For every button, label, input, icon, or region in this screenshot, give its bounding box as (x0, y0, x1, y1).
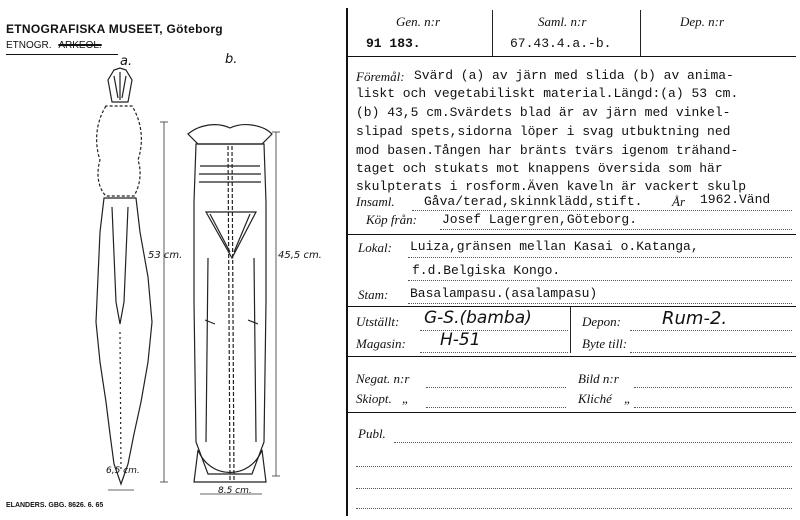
museum-name: ETNOGRAFISKA MUSEET, (6, 22, 163, 36)
museum-title (6, 22, 223, 36)
ar-value: 1962.Vänd (700, 192, 771, 207)
depon-label: Depon: (582, 314, 621, 329)
dim-a-width: 6,5 cm. (106, 466, 140, 476)
header-divider-2 (640, 10, 641, 56)
negat-dotline (426, 387, 566, 388)
utstallt-label: Utställt: (356, 314, 400, 329)
museum-city: Göteborg (166, 22, 223, 36)
skiopt-dotline (426, 407, 566, 408)
kop-label: Köp från: (366, 212, 417, 227)
scabbard-top (188, 125, 272, 144)
lokal-label: Lokal: (358, 240, 392, 255)
section-rule-1 (346, 234, 796, 235)
dim-b-length: 45,5 cm. (278, 250, 322, 261)
section-rule-4 (346, 412, 796, 413)
foremal-line-2: liskt och vegetabiliskt material.Längd:(a) 53 cm. (356, 86, 739, 101)
label-a: a. (120, 54, 133, 69)
cliche-dotline (634, 407, 792, 408)
lokal-dotline-2 (408, 280, 792, 281)
header-bottom-rule (346, 56, 796, 57)
publ-dotline-1 (394, 442, 792, 443)
header-underline (6, 54, 118, 55)
label-b: b. (225, 52, 238, 67)
utstallt-value: G-S.(bamba) (424, 308, 532, 328)
sword-fur-grip (97, 106, 142, 196)
publ-dotline-2 (356, 466, 792, 467)
etnogr-label: ETNOGR. (6, 40, 52, 51)
depon-dotline (630, 330, 792, 331)
utstallt-dotline (420, 330, 568, 331)
kop-value: Josef Lagergren,Göteborg. (442, 212, 638, 227)
insaml-value: Gåva/terad,skinnklädd,stift. (424, 194, 643, 209)
skiopt-ditto: „ (402, 391, 410, 406)
insaml-label: Insaml. (356, 194, 395, 209)
publ-label: Publ. (358, 426, 386, 441)
dep-label: Dep. n:r (680, 14, 725, 29)
department-line (6, 40, 102, 51)
bild-dotline (634, 387, 792, 388)
lokal-dotline-1 (408, 257, 792, 258)
foremal-line-4: slipad spets,sidorna löper i svag utbuktning ned (356, 124, 731, 139)
foremal-line-7: skulpterats i rosform.Även kaveln är vackert skulp (356, 179, 747, 194)
section-rule-3 (346, 356, 796, 357)
sword-fuller (112, 207, 128, 324)
negat-label: Negat. n:r (356, 371, 410, 386)
ar-label: År (672, 194, 685, 209)
foremal-line-6: taget och stukats mot knappens översida som här (356, 161, 723, 176)
magasin-value: H-51 (440, 330, 481, 350)
dim-a-length: 53 cm. (148, 250, 183, 261)
dim-b-width: 8.5 cm. (218, 486, 252, 496)
gen-value: 91 183. (366, 36, 421, 51)
card-left-border (346, 8, 348, 516)
publ-dotline-4 (356, 508, 792, 509)
utstallt-divider (570, 307, 571, 353)
kop-dotline (440, 229, 792, 230)
lokal-line-1: Luiza,gränsen mellan Kasai o.Katanga, (410, 239, 699, 254)
publ-dotline-3 (356, 488, 792, 489)
cliche-label: Kliché (578, 391, 612, 406)
byte-dotline (630, 352, 792, 353)
foremal-line-5: mod basen.Tången har bränts tvärs igenom trähand- (356, 143, 739, 158)
stam-dotline (408, 303, 792, 304)
byte-label: Byte till: (582, 336, 628, 351)
lokal-line-2: f.d.Belgiska Kongo. (412, 263, 561, 278)
scabbard-b (188, 125, 272, 482)
stam-value: Basalampasu.(asalampasu) (410, 286, 598, 301)
stam-label: Stam: (358, 287, 389, 302)
skiopt-label: Skiopt. (356, 391, 392, 406)
saml-value: 67.43.4.a.-b. (510, 36, 612, 51)
arkeol-struck: ARKEOL. (58, 40, 102, 51)
depon-value: Rum-2. (662, 308, 728, 329)
cliche-ditto: „ (624, 391, 632, 406)
sword-blade (96, 198, 152, 484)
foremal-label: Föremål: (356, 69, 405, 84)
foremal-line-3: (b) 43,5 cm.Svärdets blad är av järn med vinkel- (356, 105, 731, 120)
sword-drawing (0, 62, 340, 512)
printer-note: ELANDERS. GBG. 8626. 6. 65 (6, 502, 104, 509)
magasin-dotline (420, 352, 568, 353)
saml-label: Saml. n:r (538, 14, 587, 29)
foremal-line-1: Svärd (a) av järn med slida (b) av anima- (414, 68, 734, 83)
magasin-label: Magasin: (356, 336, 406, 351)
sword-a (96, 68, 152, 484)
bild-label: Bild n:r (578, 371, 619, 386)
section-rule-2 (346, 306, 796, 307)
header-divider-1 (492, 10, 493, 56)
gen-label: Gen. n:r (396, 14, 441, 29)
insaml-dotline (412, 210, 792, 211)
dimension-b (200, 132, 280, 494)
